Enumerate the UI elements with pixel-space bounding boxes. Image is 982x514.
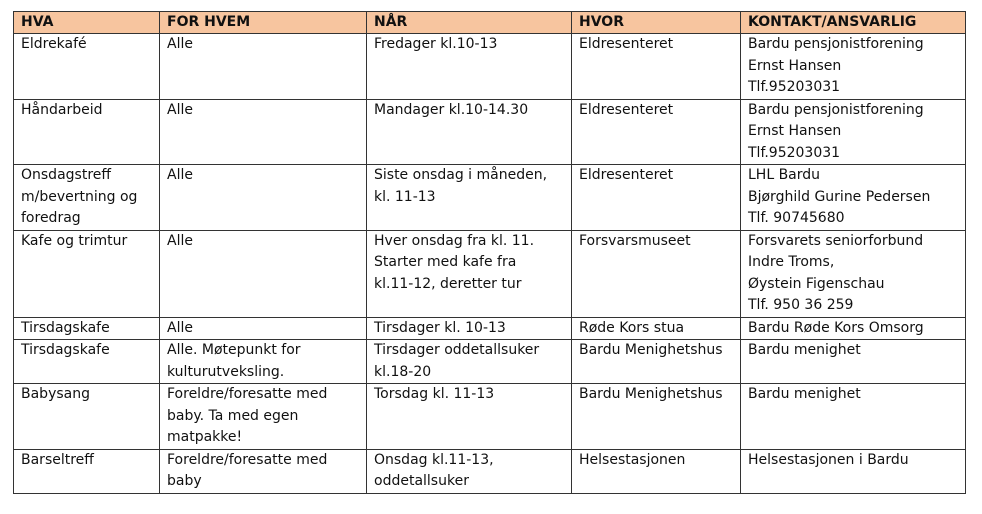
cell-line: Tirsdager kl. 10-13 (374, 319, 506, 336)
cell-line: Forsvarets seniorforbund (748, 232, 924, 249)
cell-line: Helsestasjonen (579, 451, 686, 468)
cell-for-hvem (160, 99, 367, 165)
table-row (14, 99, 966, 165)
header-kontakt: KONTAKT/ANSVARLIG (741, 12, 966, 34)
cell-naar (367, 99, 572, 165)
cell-line: Foreldre/foresatte med (167, 451, 328, 468)
cell-line: kl. 11-13 (374, 188, 436, 205)
cell-line: Forsvarsmuseet (579, 232, 691, 249)
cell-line: kulturutveksling. (167, 363, 285, 380)
cell-naar (367, 317, 572, 340)
cell-line: Bardu Menighetshus (579, 386, 723, 402)
table-row (14, 340, 966, 384)
cell-line: Fredager kl.10-13 (374, 36, 498, 52)
cell-line: foredrag (21, 210, 81, 226)
table-row (14, 165, 966, 231)
cell-line: Tirsdagskafe (21, 342, 110, 358)
cell-kontakt (741, 230, 966, 317)
cell-line: Bjørghild Gurine Pedersen (748, 188, 931, 205)
cell-line: Indre Troms, (748, 254, 835, 270)
table-row (14, 317, 966, 340)
cell-for-hvem (160, 449, 367, 493)
cell-line: Tlf. 90745680 (748, 210, 845, 226)
cell-kontakt (741, 449, 966, 493)
cell-line: Bardu menighet (748, 386, 861, 402)
table-row (14, 384, 966, 450)
cell-line: Helsestasjonen i Bardu (748, 451, 909, 468)
cell-line: Øystein Figenschau (748, 275, 885, 292)
header-naar: NÅR (367, 12, 572, 34)
cell-naar (367, 230, 572, 317)
cell-naar (367, 165, 572, 231)
cell-hva (14, 317, 160, 340)
header-hvor: HVOR (572, 12, 741, 34)
cell-hvor (572, 449, 741, 493)
cell-line: Tirsdager oddetallsuker (374, 342, 540, 358)
cell-for-hvem (160, 230, 367, 317)
cell-line: oddetallsuker (374, 473, 469, 489)
cell-line: Ernst Hansen (748, 123, 842, 139)
cell-line: Alle. Møtepunkt for (167, 342, 301, 358)
cell-kontakt (741, 99, 966, 165)
cell-kontakt (741, 340, 966, 384)
cell-line: Mandager kl.10-14.30 (374, 101, 529, 118)
cell-naar (367, 340, 572, 384)
cell-line: Tlf.95203031 (748, 79, 841, 95)
cell-for-hvem (160, 340, 367, 384)
table-row (14, 449, 966, 493)
cell-line: Alle (167, 232, 193, 249)
cell-line: baby. Ta med egen (167, 407, 299, 424)
cell-line: Håndarbeid (21, 101, 103, 118)
cell-line: Onsdagstreff (21, 167, 112, 183)
cell-line: Foreldre/foresatte med (167, 386, 328, 402)
cell-line: Starter med kafe fra (374, 254, 517, 270)
cell-hva (14, 34, 160, 100)
cell-kontakt (741, 317, 966, 340)
cell-line: Barseltreff (21, 451, 94, 468)
cell-line: Alle (167, 167, 193, 183)
cell-hvor (572, 99, 741, 165)
cell-line: Eldresenteret (579, 167, 674, 183)
cell-for-hvem (160, 34, 367, 100)
cell-line: m/bevertning og (21, 188, 138, 205)
cell-line: Kafe og trimtur (21, 232, 128, 249)
table-row (14, 230, 966, 317)
cell-naar (367, 384, 572, 450)
cell-line: Eldrekafé (21, 36, 87, 52)
cell-line: Torsdag kl. 11-13 (374, 386, 495, 402)
cell-line: Bardu Menighetshus (579, 342, 723, 358)
cell-kontakt (741, 384, 966, 450)
cell-for-hvem (160, 384, 367, 450)
cell-hvor (572, 165, 741, 231)
cell-hvor (572, 340, 741, 384)
cell-line: Alle (167, 36, 193, 52)
activity-schedule-table (13, 11, 966, 494)
table-row (14, 34, 966, 100)
cell-line: Røde Kors stua (579, 319, 685, 336)
cell-line: Alle (167, 319, 193, 336)
cell-hva (14, 165, 160, 231)
cell-line: kl.11-12, deretter tur (374, 275, 522, 292)
cell-line: Eldresenteret (579, 101, 674, 118)
cell-line: Babysang (21, 386, 90, 402)
cell-for-hvem (160, 165, 367, 231)
cell-line: Ernst Hansen (748, 57, 842, 74)
cell-line: Eldresenteret (579, 36, 674, 52)
cell-line: Siste onsdag i måneden, (374, 167, 548, 183)
header-for-hvem: FOR HVEM (160, 12, 367, 34)
cell-line: matpakke! (167, 429, 243, 445)
cell-naar (367, 449, 572, 493)
cell-naar (367, 34, 572, 100)
cell-hvor (572, 34, 741, 100)
cell-hva (14, 449, 160, 493)
cell-line: Bardu Røde Kors Omsorg (748, 319, 924, 336)
cell-line: Bardu pensjonistforening (748, 101, 924, 118)
cell-line: Tirsdagskafe (21, 319, 110, 336)
cell-hva (14, 384, 160, 450)
cell-hva (14, 99, 160, 165)
header-hva: HVA (14, 12, 160, 34)
cell-line: Alle (167, 101, 193, 118)
cell-line: Bardu pensjonistforening (748, 36, 924, 52)
cell-hva (14, 230, 160, 317)
cell-line: Onsdag kl.11-13, (374, 451, 494, 468)
cell-hva (14, 340, 160, 384)
cell-line: Tlf.95203031 (748, 144, 841, 161)
header-row (14, 12, 966, 34)
cell-line: kl.18-20 (374, 363, 432, 380)
cell-kontakt (741, 34, 966, 100)
cell-kontakt (741, 165, 966, 231)
cell-line: LHL Bardu (748, 167, 821, 183)
cell-hvor (572, 230, 741, 317)
cell-for-hvem (160, 317, 367, 340)
cell-hvor (572, 317, 741, 340)
cell-line: Bardu menighet (748, 342, 861, 358)
cell-line: Hver onsdag fra kl. 11. (374, 232, 535, 249)
cell-hvor (572, 384, 741, 450)
cell-line: Tlf. 950 36 259 (748, 297, 854, 313)
cell-line: baby (167, 473, 202, 489)
